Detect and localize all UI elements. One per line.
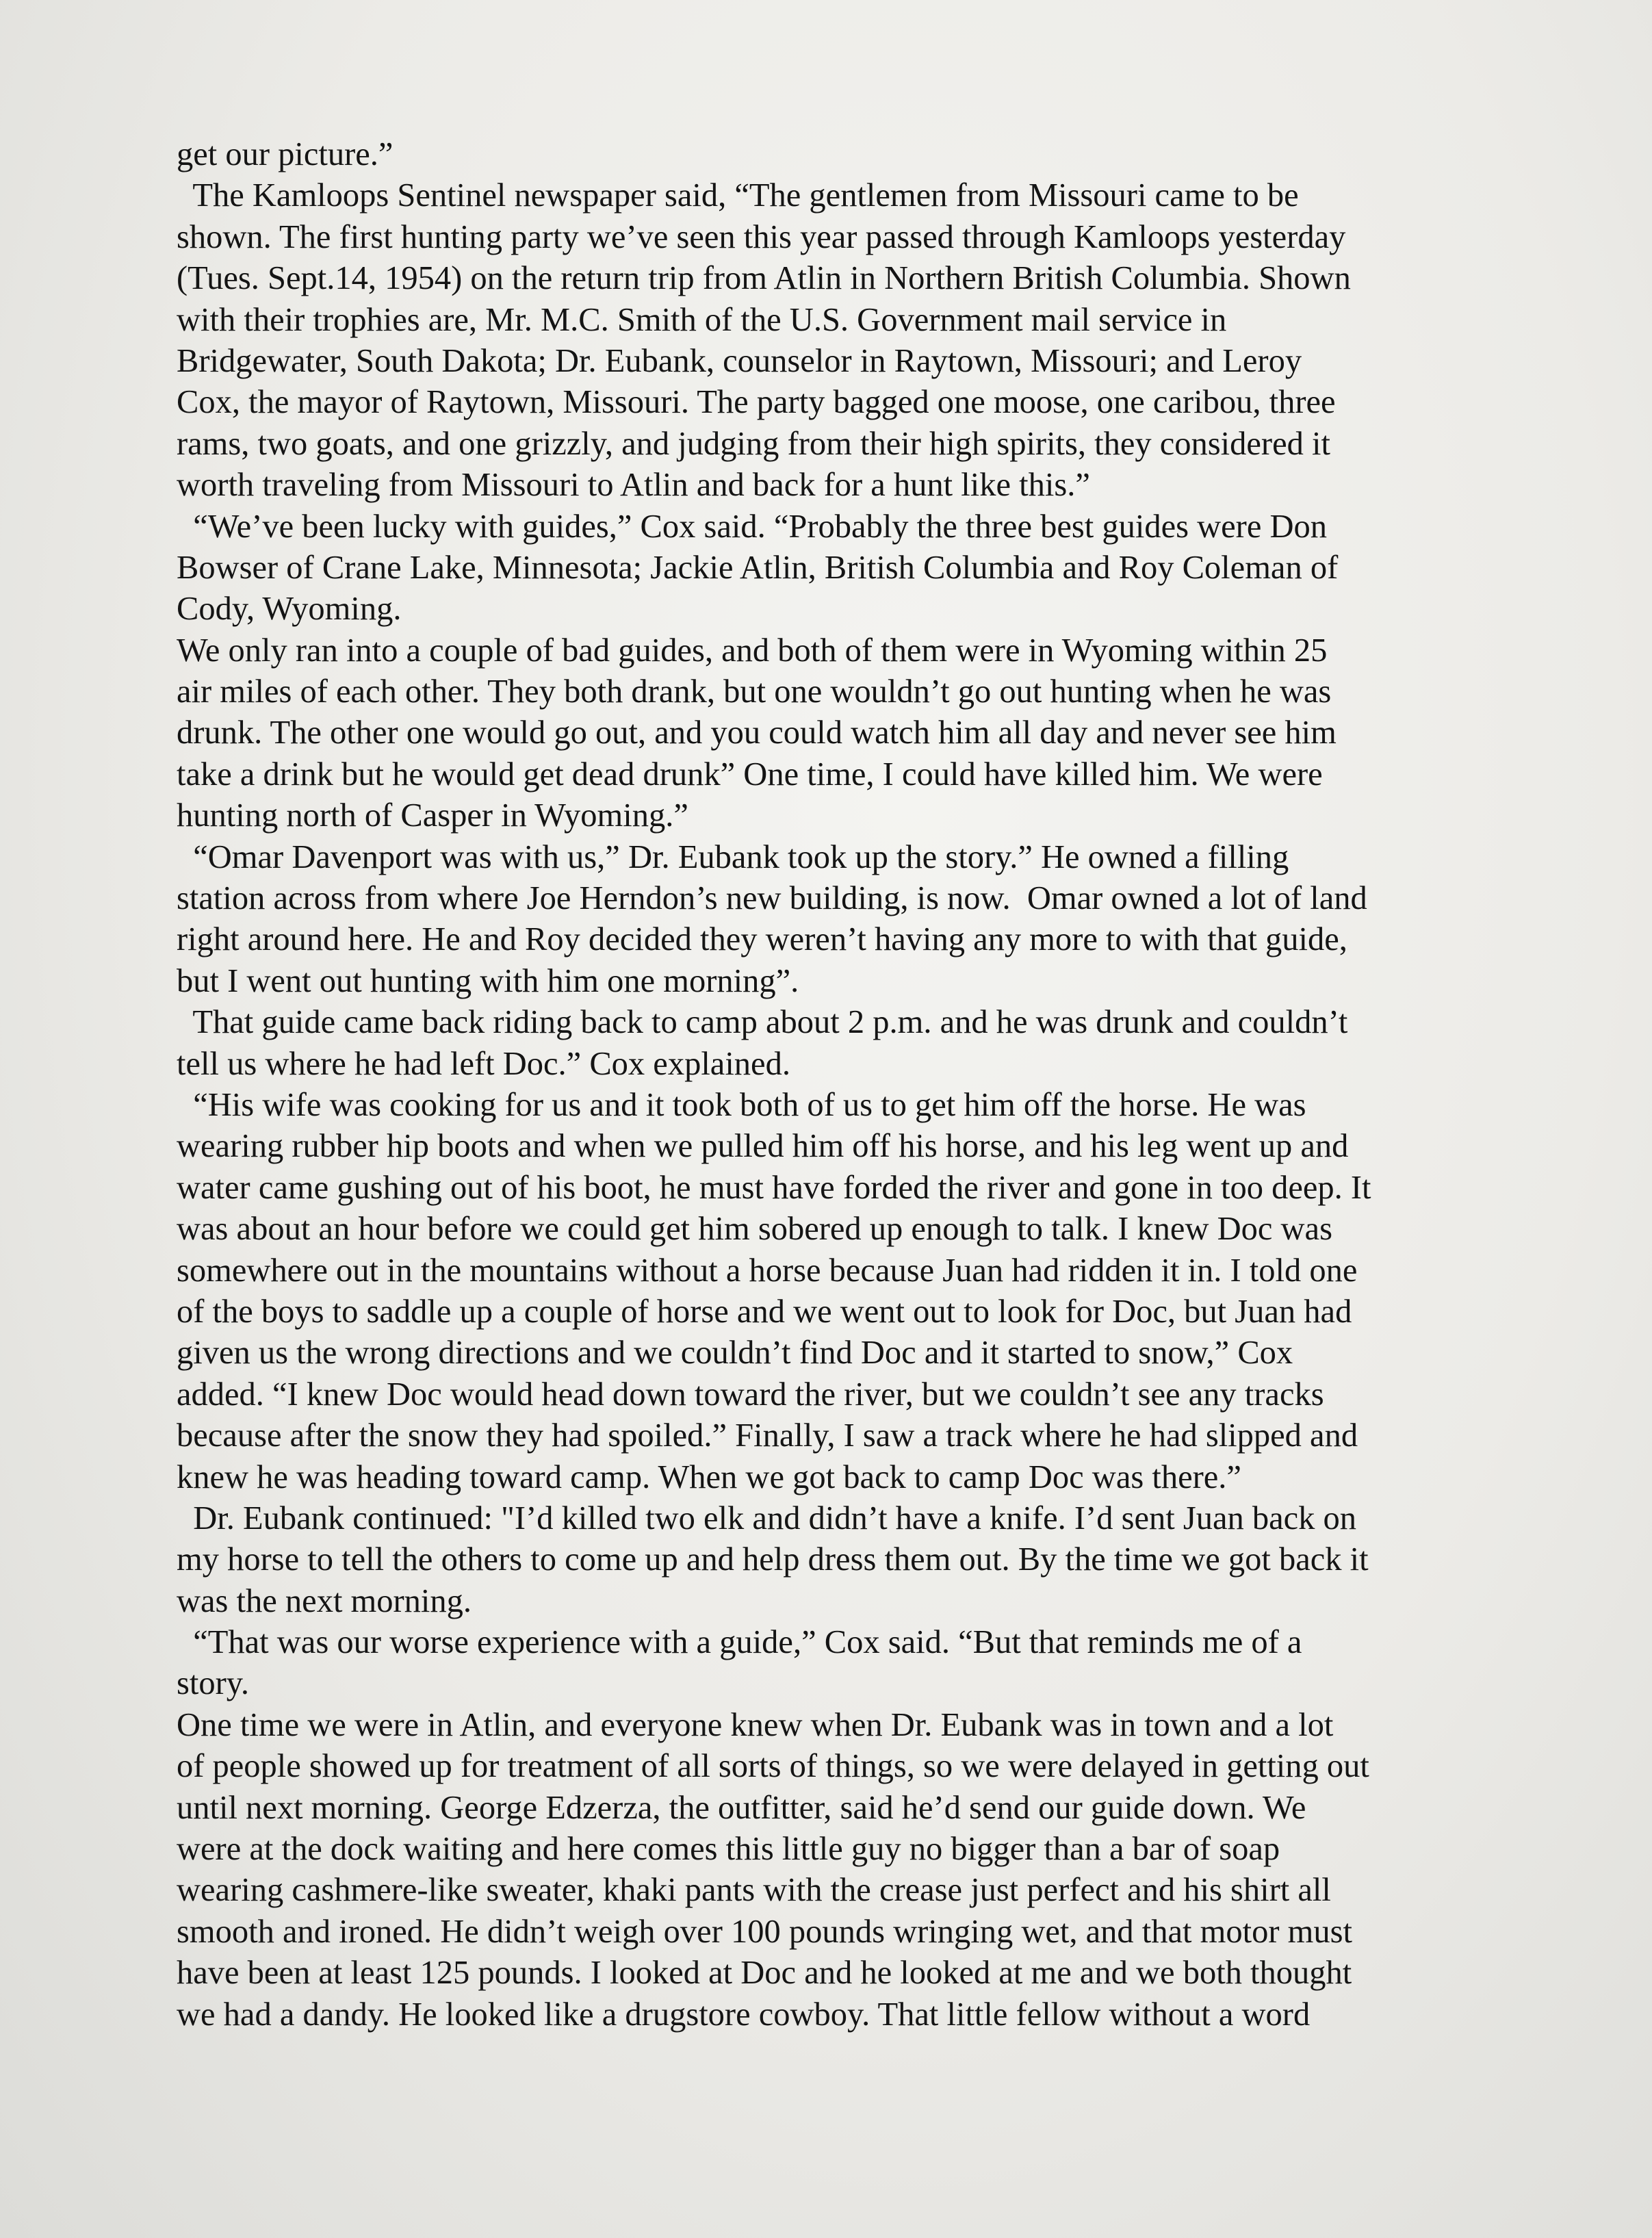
- text-line: “We’ve been lucky with guides,” Cox said. “Probably the three best guides were Don: [177, 508, 1327, 545]
- text-line: The Kamloops Sentinel newspaper said, “The gentlemen from Missouri came to be: [177, 177, 1299, 214]
- text-line: wearing cashmere-like sweater, khaki pants with the crease just perfect and his shirt all: [177, 1872, 1331, 1909]
- text-line: “That was our worse experience with a guide,” Cox said. “But that reminds me of a: [177, 1624, 1302, 1661]
- text-line: we had a dandy. He looked like a drugstore cowboy. That little fellow without a word: [177, 1996, 1311, 2033]
- text-line: That guide came back riding back to camp about 2 p.m. and he was drunk and couldn’t: [177, 1004, 1348, 1041]
- text-line: Cox, the mayor of Raytown, Missouri. The party bagged one moose, one caribou, three: [177, 384, 1336, 421]
- text-line: were at the dock waiting and here comes this little guy no bigger than a bar of soap: [177, 1831, 1280, 1868]
- text-line: One time we were in Atlin, and everyone knew when Dr. Eubank was in town and a lot: [177, 1706, 1334, 1743]
- text-line: my horse to tell the others to come up and help dress them out. By the time we got back it: [177, 1541, 1369, 1578]
- text-line: (Tues. Sept.14, 1954) on the return trip from Atlin in Northern British Columbia. Shown: [177, 260, 1351, 297]
- text-line: hunting north of Casper in Wyoming.”: [177, 797, 688, 834]
- text-line: of people showed up for treatment of all sorts of things, so we were delayed in getting out: [177, 1748, 1369, 1785]
- text-line: air miles of each other. They both drank, but one wouldn’t go out hunting when he was: [177, 673, 1332, 710]
- text-line: with their trophies are, Mr. M.C. Smith of the U.S. Government mail service in: [177, 301, 1227, 338]
- text-line: water came gushing out of his boot, he must have forded the river and gone in too deep. It: [177, 1169, 1371, 1206]
- text-line: tell us where he had left Doc.” Cox explained.: [177, 1045, 790, 1082]
- text-line: given us the wrong directions and we couldn’t find Doc and it started to snow,” Cox: [177, 1335, 1293, 1372]
- text-line: because after the snow they had spoiled.” Finally, I saw a track where he had slipped and: [177, 1417, 1358, 1454]
- text-line: Dr. Eubank continued: "I’d killed two elk and didn’t have a knife. I’d sent Juan back on: [177, 1500, 1357, 1536]
- text-line: “Omar Davenport was with us,” Dr. Eubank took up the story.” He owned a filling: [177, 838, 1289, 875]
- text-line: wearing rubber hip boots and when we pulled him off his horse, and his leg went up and: [177, 1128, 1349, 1165]
- text-line: of the boys to saddle up a couple of horse and we went out to look for Doc, but Juan had: [177, 1293, 1352, 1330]
- text-line: worth traveling from Missouri to Atlin and back for a hunt like this.”: [177, 467, 1090, 504]
- text-line: but I went out hunting with him one morning”.: [177, 962, 799, 999]
- text-line: station across from where Joe Herndon’s new building, is now. Omar owned a lot of land: [177, 880, 1367, 917]
- text-line: somewhere out in the mountains without a horse because Juan had ridden it in. I told one: [177, 1252, 1358, 1289]
- text-line: have been at least 125 pounds. I looked at Doc and he looked at me and we both thought: [177, 1955, 1352, 1992]
- text-line: “His wife was cooking for us and it took both of us to get him off the horse. He was: [177, 1086, 1306, 1123]
- text-line: until next morning. George Edzerza, the outfitter, said he’d send our guide down. We: [177, 1789, 1306, 1826]
- text-line: shown. The first hunting party we’ve seen this year passed through Kamloops yesterday: [177, 218, 1346, 255]
- text-line: was the next morning.: [177, 1582, 472, 1619]
- text-line: Bowser of Crane Lake, Minnesota; Jackie Atlin, British Columbia and Roy Coleman of: [177, 549, 1339, 586]
- document-body-text: [177, 134, 1511, 2035]
- text-line: get our picture.”: [177, 136, 393, 172]
- text-line: Bridgewater, South Dakota; Dr. Eubank, counselor in Raytown, Missouri; and Leroy: [177, 342, 1302, 379]
- text-line: added. “I knew Doc would head down toward the river, but we couldn’t see any tracks: [177, 1376, 1324, 1413]
- text-line: Cody, Wyoming.: [177, 591, 402, 628]
- text-line: right around here. He and Roy decided they weren’t having any more to with that guide,: [177, 921, 1347, 958]
- text-line: was about an hour before we could get him sobered up enough to talk. I knew Doc was: [177, 1211, 1332, 1248]
- text-line: We only ran into a couple of bad guides, and both of them were in Wyoming within 25: [177, 632, 1328, 669]
- text-line: drunk. The other one would go out, and you could watch him all day and never see him: [177, 715, 1337, 751]
- text-line: knew he was heading toward camp. When we got back to camp Doc was there.”: [177, 1458, 1241, 1495]
- text-line: smooth and ironed. He didn’t weigh over 100 pounds wringing wet, and that motor must: [177, 1913, 1352, 1950]
- text-line: story.: [177, 1665, 249, 1702]
- text-line: rams, two goats, and one grizzly, and judging from their high spirits, they considered it: [177, 425, 1330, 462]
- text-line: take a drink but he would get dead drunk” One time, I could have killed him. We were: [177, 756, 1323, 793]
